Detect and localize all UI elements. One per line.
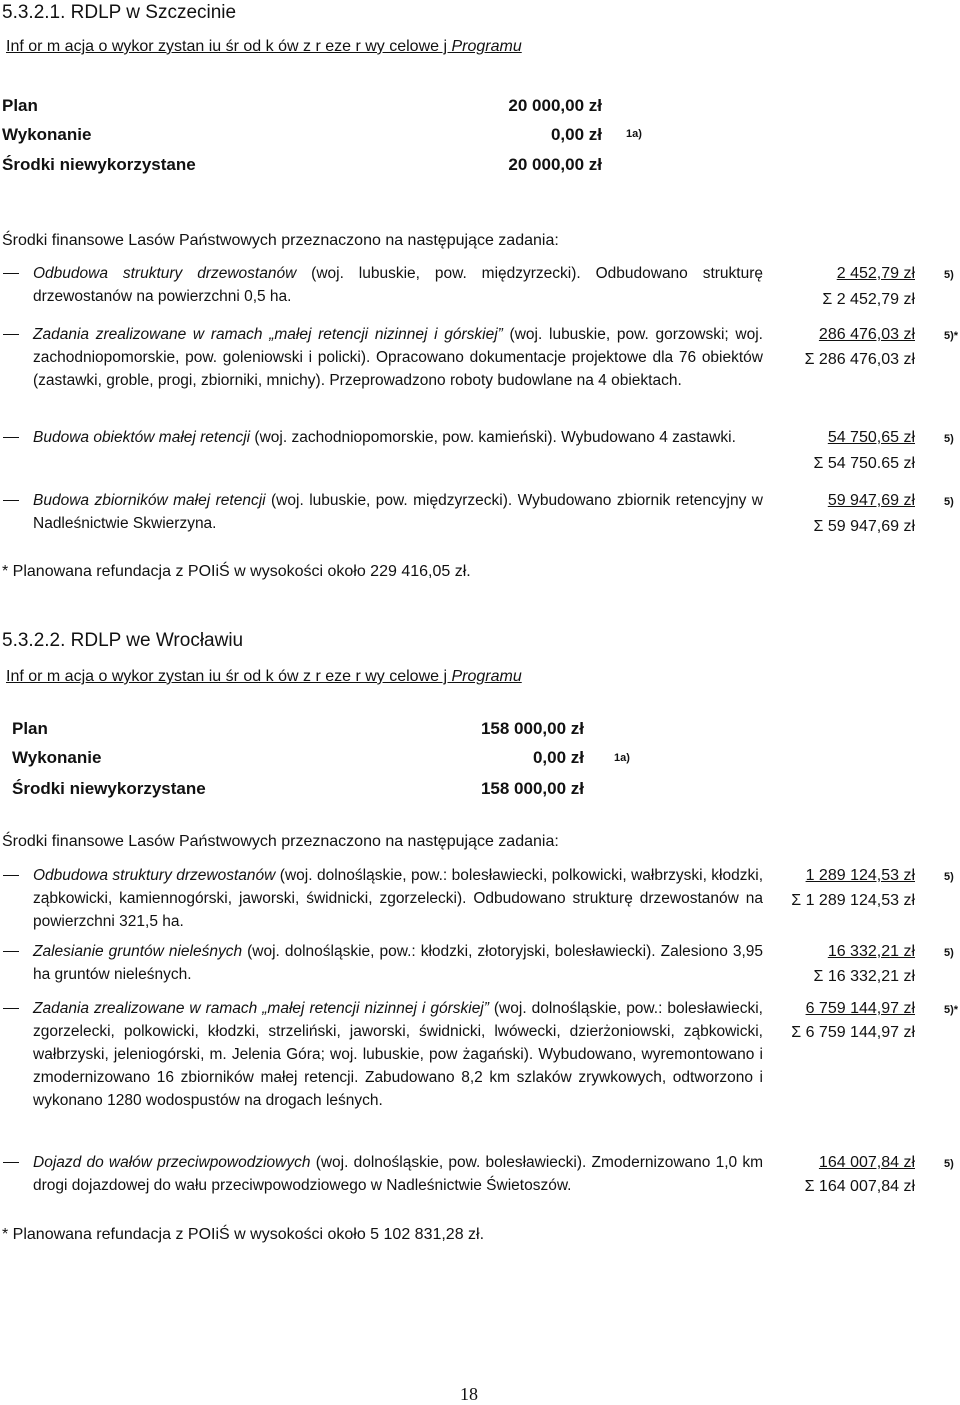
task-amount: 2 452,79 zł: [836, 265, 915, 282]
execution-label: Wykonanie: [12, 748, 102, 767]
task-description: [33, 864, 763, 933]
task-item: [0, 323, 960, 415]
task-description: [33, 489, 763, 535]
reference-marker: 5): [944, 871, 954, 883]
task-item: [0, 426, 960, 476]
unused-label: Środki niewykorzystane: [12, 779, 206, 798]
task-title: Zadania zrealizowane w ramach „małej retencji nizinnej i górskiej”: [33, 326, 503, 343]
task-item: [0, 1151, 960, 1201]
task-title: Odbudowa struktury drzewostanów: [33, 265, 297, 282]
task-amount: 6 759 144,97 zł: [805, 1000, 915, 1017]
task-description: [33, 426, 763, 449]
refund-note: * Planowana refundacja z POIiŚ w wysokości około 5 102 831,28 zł.: [2, 1226, 485, 1243]
task-item: [0, 940, 960, 990]
task-details: (woj. zachodniopomorskie, pow. kamieński). Wybudowano 4 zastawki.: [250, 429, 736, 446]
dash-bullet: [3, 875, 19, 876]
task-description: [33, 323, 763, 392]
task-title: Budowa obiektów małej retencji: [33, 429, 251, 446]
tasks-intro: Środki finansowe Lasów Państwowych przeznaczono na następujące zadania:: [2, 232, 559, 249]
plan-label: Plan: [12, 719, 48, 738]
task-sum: Σ 54 750.65 zł: [813, 455, 915, 472]
task-amount: 164 007,84 zł: [818, 1154, 915, 1171]
execution-value: 0,00 zł: [532, 748, 584, 767]
section-title: 5.3.2.1. RDLP w Szczecinie: [2, 2, 237, 23]
section-title: 5.3.2.2. RDLP we Wrocławiu: [2, 630, 244, 651]
dash-bullet: [3, 273, 19, 274]
execution-value: 0,00 zł: [550, 125, 602, 144]
task-item: [0, 864, 960, 936]
plan-label: Plan: [2, 96, 38, 115]
reference-marker: 5): [944, 433, 954, 445]
reference-marker: 5)*: [944, 1004, 959, 1016]
task-title: Zadania zrealizowane w ramach „małej retencji nizinnej i górskiej”: [33, 1000, 489, 1017]
footnote-marker: 1a): [626, 128, 642, 140]
task-description: [33, 262, 763, 308]
reference-marker: 5)*: [944, 330, 959, 342]
task-details: (woj. dolnośląskie, pow.: kłodzki, złotoryjski, bolesławiecki). Zalesiono 3,95 ha gruntów nieleśnych.: [33, 943, 764, 983]
task-details: (woj. lubuskie, pow. międzyrzecki). Odbudowano strukturę drzewostanów na powierzchni 0,5 ha.: [33, 265, 763, 305]
reference-marker: 5): [944, 496, 954, 508]
reference-marker: 5): [944, 1158, 954, 1170]
section-subtitle: [6, 38, 522, 56]
task-details: (woj. dolnośląskie, pow. bolesławiecki). Zmodernizowano 1,0 km drogi dojazdowej do wału przeciwpowodziowego w Nadleśnictwie Świetoszów.: [33, 1154, 763, 1194]
task-title: Budowa zbiorników małej retencji: [33, 492, 266, 509]
plan-value: 158 000,00 zł: [480, 719, 584, 738]
task-amount: 54 750,65 zł: [827, 429, 915, 446]
task-amount: 59 947,69 zł: [827, 492, 915, 509]
task-sum: Σ 2 452,79 zł: [822, 291, 915, 308]
subtitle-program: Programu: [451, 668, 522, 685]
reference-marker: 5): [944, 947, 954, 959]
task-amount: 286 476,03 zł: [818, 326, 915, 343]
task-item: [0, 997, 960, 1137]
unused-value: 158 000,00 zł: [480, 779, 584, 798]
page-number: 18: [460, 1384, 478, 1404]
dash-bullet: [3, 951, 19, 952]
task-item: [0, 262, 960, 312]
task-title: Odbudowa struktury drzewostanów: [33, 867, 276, 884]
task-amount: 1 289 124,53 zł: [805, 867, 915, 884]
task-details: (woj. lubuskie, pow. międzyrzecki). Wybudowano zbiornik retencyjny w Nadleśnictwie Skwierzyna.: [33, 492, 763, 532]
task-details: (woj. lubuskie, pow. gorzowski; woj. zachodniopomorskie, pow. goleniowski i policki). Opracowano dokumentacje projektowe dla 76 obiektów (zastawki, groble, progi, zbiorniki, mnichy). Przeprowadzono roboty budowlane na 4 obiektach.: [33, 326, 763, 389]
dash-bullet: [3, 1008, 19, 1009]
task-item: [0, 489, 960, 539]
task-title: Dojazd do wałów przeciwpowodziowych: [33, 1154, 311, 1171]
task-description: [33, 997, 763, 1112]
task-sum: Σ 6 759 144,97 zł: [791, 1024, 915, 1041]
footnote-marker: 1a): [614, 752, 630, 764]
task-details: (woj. dolnośląskie, pow.: bolesławiecki, zgorzelecki, polkowicki, kłodzki, strzeliński, jaworski, świdnicki, lwówecki, dzierżoniowski, ząbkowicki, wałbrzyski, jeleniogórski, m. Jelenia Góra; woj. lubuskie, pow żagański). Wybudowano, wyremontowano i zmodernizowano 16 zbiorników małej retencji. Zabudowano 8,2 km szlaków zrywkowych, odtworzono i wykonano 1280 wodospustów na drogach leśnych.: [33, 1000, 763, 1109]
dash-bullet: [3, 437, 19, 438]
dash-bullet: [3, 334, 19, 335]
task-description: [33, 1151, 763, 1197]
task-amount: 16 332,21 zł: [827, 943, 915, 960]
unused-value: 20 000,00 zł: [508, 155, 602, 174]
execution-label: Wykonanie: [2, 125, 92, 144]
unused-label: Środki niewykorzystane: [2, 155, 196, 174]
dash-bullet: [3, 1162, 19, 1163]
subtitle-text: Inf or m acja o wykor zystan iu śr od k ów z r eze r wy celowe j: [6, 38, 452, 55]
refund-note: * Planowana refundacja z POIiŚ w wysokości około 229 416,05 zł.: [2, 563, 471, 580]
task-sum: Σ 59 947,69 zł: [813, 518, 915, 535]
task-sum: Σ 164 007,84 zł: [804, 1178, 915, 1195]
task-sum: Σ 1 289 124,53 zł: [791, 892, 915, 909]
subtitle-program: Programu: [451, 38, 522, 55]
dash-bullet: [3, 500, 19, 501]
task-sum: Σ 286 476,03 zł: [804, 351, 915, 368]
plan-value: 20 000,00 zł: [508, 96, 602, 115]
tasks-intro: Środki finansowe Lasów Państwowych przeznaczono na następujące zadania:: [2, 833, 559, 850]
task-sum: Σ 16 332,21 zł: [813, 968, 915, 985]
task-title: Zalesianie gruntów nieleśnych: [33, 943, 243, 960]
task-details: (woj. dolnośląskie, pow.: bolesławiecki, polkowicki, wałbrzyski, kłodzki, ząbkowicki, kamiennogórski, jaworski, świdnicki, zgorzelecki). Odbudowano strukturę drzewostanów na powierzchni 321,5 ha.: [33, 867, 763, 930]
task-description: [33, 940, 763, 986]
subtitle-text: Inf or m acja o wykor zystan iu śr od k ów z r eze r wy celowe j: [6, 668, 452, 685]
section-subtitle: [6, 668, 522, 686]
reference-marker: 5): [944, 269, 954, 281]
